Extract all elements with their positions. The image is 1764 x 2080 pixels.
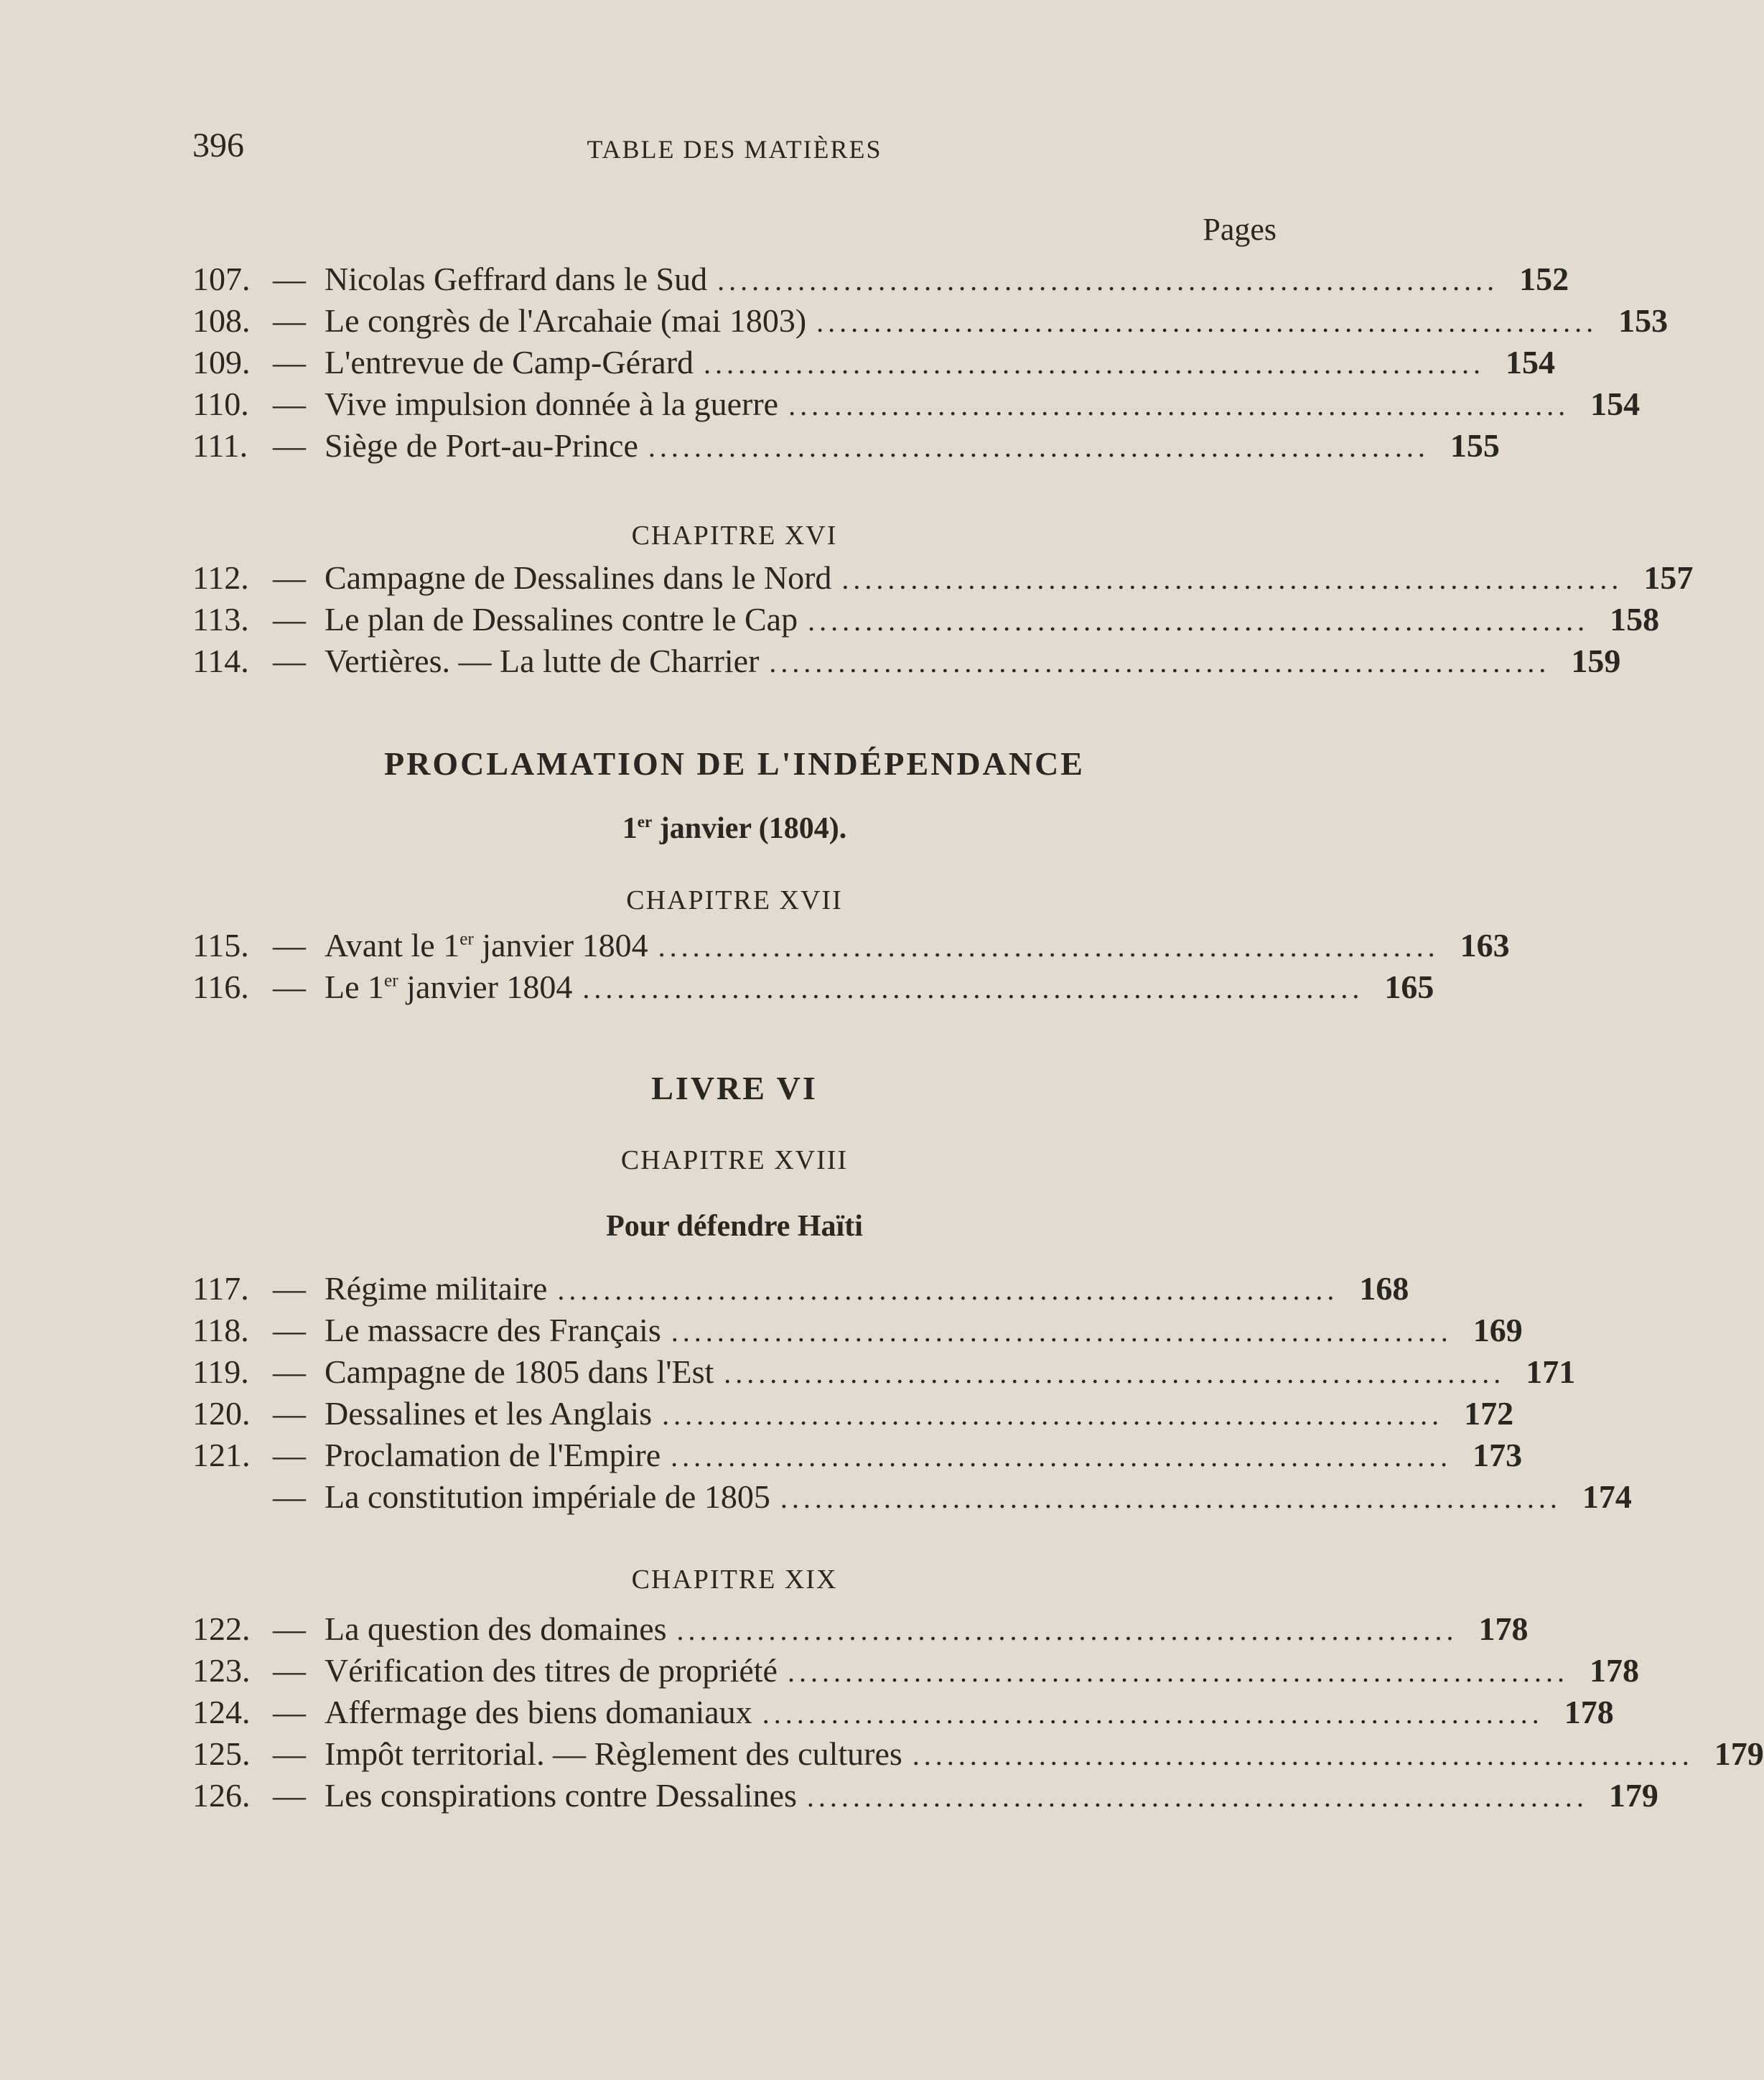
- entry-page: 179: [1608, 1777, 1658, 1814]
- date-ordinal: er: [637, 812, 653, 831]
- entry-dash: —: [273, 261, 306, 297]
- dot-leader: ....................................................................: [788, 389, 1570, 421]
- entry-title: Campagne de 1805 dans l'Est: [325, 1353, 714, 1390]
- entry-number: 124.: [192, 1694, 251, 1730]
- entry-title: [325, 966, 572, 1008]
- dot-leader: ....................................................................: [780, 1482, 1562, 1514]
- toc-entry: [192, 1393, 1514, 1435]
- entry-dash: —: [273, 927, 306, 964]
- entry-number: 119.: [192, 1353, 249, 1390]
- page-number: 396: [192, 126, 244, 164]
- entry-number: 118.: [192, 1312, 249, 1348]
- chapter-heading-xviii: CHAPITRE XVIII: [620, 1145, 849, 1175]
- toc-entry: [192, 1435, 1523, 1476]
- entry-dash: —: [273, 302, 306, 339]
- toc-entry: [192, 1268, 1409, 1310]
- entry-title: Dessalines et les Anglais: [325, 1395, 653, 1432]
- entry-dash: —: [273, 1437, 306, 1473]
- entry-title: Nicolas Geffrard dans le Sud: [325, 261, 708, 297]
- toc-entry: [192, 599, 1660, 640]
- dot-leader: ....................................................................: [724, 1357, 1506, 1389]
- entry-page: 169: [1473, 1312, 1523, 1348]
- entry-number: 109.: [192, 344, 251, 381]
- entry-title: Le congrès de l'Arcahaie (mai 1803): [325, 302, 807, 339]
- entry-title: La question des domaines: [325, 1610, 667, 1647]
- toc-entry: [192, 1775, 1658, 1816]
- entry-title: Proclamation de l'Empire: [325, 1437, 661, 1473]
- entry-title: Régime militaire: [325, 1270, 548, 1307]
- entry-page: 152: [1519, 261, 1569, 297]
- entry-title: Les conspirations contre Dessalines: [325, 1777, 797, 1814]
- entry-number: 126.: [192, 1777, 251, 1814]
- entry-title: [325, 925, 648, 966]
- entry-number: 125.: [192, 1735, 251, 1772]
- dot-leader: ....................................................................: [658, 931, 1439, 963]
- toc-entry: [192, 1310, 1523, 1351]
- proclamation-date: [192, 807, 1277, 850]
- entry-dash: —: [273, 1610, 306, 1647]
- entry-page: 157: [1643, 559, 1694, 596]
- entries-group-1: [192, 258, 1669, 467]
- entry-dash: —: [273, 1353, 306, 1390]
- dot-leader: ....................................................................: [648, 431, 1429, 463]
- entry-dash: —: [273, 344, 306, 381]
- entry-page: 154: [1506, 344, 1556, 381]
- dot-leader: ....................................................................: [912, 1739, 1694, 1771]
- entry-number: 120.: [192, 1395, 251, 1432]
- entry-dash: —: [273, 427, 306, 464]
- toc-entry: [192, 300, 1669, 342]
- entry-number: 122.: [192, 1610, 251, 1647]
- dot-leader: ....................................................................: [582, 972, 1364, 1004]
- chapter-subtitle: Pour défendre Haïti: [606, 1210, 863, 1243]
- entry-number: 112.: [192, 559, 249, 596]
- toc-entry: [192, 557, 1694, 599]
- entry-ordinal: er: [459, 928, 474, 949]
- entry-page: 178: [1478, 1610, 1529, 1647]
- entry-page: 173: [1473, 1437, 1523, 1473]
- dot-leader: ....................................................................: [717, 264, 1499, 297]
- entry-dash: —: [273, 1395, 306, 1432]
- toc-entry: [192, 383, 1641, 425]
- entry-dash: —: [273, 386, 306, 422]
- entry-number: 121.: [192, 1437, 251, 1473]
- entry-number: 115.: [192, 927, 249, 964]
- page-header: [192, 126, 1277, 169]
- pages-column-label: Pages: [1203, 212, 1277, 247]
- entry-title: Impôt territorial. — Règlement des cultures: [325, 1735, 902, 1772]
- toc-entry: [192, 966, 1434, 1008]
- entry-dash: —: [273, 601, 306, 638]
- entries-group-2: [192, 557, 1694, 682]
- chapter-heading-xvii: CHAPITRE XVII: [626, 885, 843, 915]
- entry-number: 117.: [192, 1270, 249, 1307]
- dot-leader: ....................................................................: [806, 1781, 1588, 1813]
- entry-title-end: janvier 1804: [473, 927, 648, 964]
- entry-dash: —: [273, 559, 306, 596]
- entry-title: Vertières. — La lutte de Charrier: [325, 643, 760, 679]
- dot-leader: ....................................................................: [671, 1440, 1452, 1473]
- entry-title: La constitution impériale de 1805: [325, 1478, 770, 1515]
- entry-title: L'entrevue de Camp-Gérard: [325, 344, 694, 381]
- entry-page: 171: [1526, 1353, 1576, 1390]
- entries-group-4: [192, 1268, 1632, 1518]
- toc-entry: [192, 1692, 1614, 1733]
- entry-title: Vérification des titres de propriété: [325, 1652, 778, 1689]
- toc-entry: [192, 1733, 1764, 1775]
- dot-leader: ....................................................................: [816, 306, 1598, 338]
- entry-dash: —: [273, 643, 306, 679]
- dot-leader: ....................................................................: [662, 1399, 1444, 1431]
- entry-title: Le plan de Dessalines contre le Cap: [325, 601, 798, 638]
- entry-dash: —: [273, 1478, 306, 1515]
- entry-number: 110.: [192, 386, 249, 422]
- date-rest: janvier (1804).: [652, 812, 847, 845]
- toc-entry: [192, 1476, 1632, 1518]
- entry-dash: —: [273, 1312, 306, 1348]
- dot-leader: ....................................................................: [704, 348, 1485, 380]
- entry-number: 108.: [192, 302, 251, 339]
- entry-title-start: Le 1: [325, 969, 385, 1005]
- entry-page: 155: [1450, 427, 1500, 464]
- running-title: TABLE DES MATIÈRES: [587, 135, 882, 164]
- entry-page: 178: [1564, 1694, 1614, 1730]
- dot-leader: ....................................................................: [808, 605, 1590, 637]
- entry-number: 107.: [192, 261, 251, 297]
- dot-leader: ....................................................................: [762, 1697, 1544, 1730]
- entry-page: 168: [1359, 1270, 1409, 1307]
- dot-leader: ....................................................................: [787, 1656, 1569, 1688]
- entry-title-start: Avant le 1: [325, 927, 460, 964]
- entry-page: 153: [1618, 302, 1669, 339]
- entry-page: 179: [1714, 1735, 1764, 1772]
- dot-leader: ....................................................................: [841, 563, 1623, 595]
- entry-title: Vive impulsion donnée à la guerre: [325, 386, 779, 422]
- dot-leader: ....................................................................: [769, 646, 1551, 678]
- entries-group-3: [192, 925, 1510, 1008]
- entry-page: 174: [1582, 1478, 1632, 1515]
- entry-dash: —: [273, 1270, 306, 1307]
- entry-page: 159: [1571, 643, 1621, 679]
- entry-dash: —: [273, 969, 306, 1005]
- entry-ordinal: er: [384, 970, 398, 991]
- dot-leader: ....................................................................: [557, 1274, 1339, 1306]
- entry-dash: —: [273, 1652, 306, 1689]
- toc-entry: [192, 258, 1569, 300]
- toc-entry: [192, 1608, 1529, 1650]
- chapter-heading-xix: CHAPITRE XIX: [631, 1564, 838, 1595]
- entry-title: Affermage des biens domaniaux: [325, 1694, 752, 1730]
- entry-page: 154: [1590, 386, 1641, 422]
- entries-group-5: [192, 1608, 1764, 1816]
- toc-entry: [192, 425, 1500, 467]
- toc-entry: [192, 342, 1556, 383]
- entry-page: 178: [1589, 1652, 1639, 1689]
- toc-entry: [192, 640, 1621, 682]
- entry-dash: —: [273, 1735, 306, 1772]
- entry-page: 163: [1460, 927, 1510, 964]
- entry-title: Siège de Port-au-Prince: [325, 427, 638, 464]
- entry-dash: —: [273, 1694, 306, 1730]
- toc-entry: [192, 1351, 1576, 1393]
- dot-leader: ....................................................................: [671, 1315, 1452, 1348]
- entry-dash: —: [273, 1777, 306, 1814]
- entry-page: 165: [1384, 969, 1434, 1005]
- entry-page: 172: [1464, 1395, 1514, 1432]
- entry-title-end: janvier 1804: [398, 969, 573, 1005]
- part-heading-proclamation: PROCLAMATION DE L'INDÉPENDANCE: [384, 745, 1085, 782]
- dot-leader: ....................................................................: [676, 1614, 1458, 1646]
- entry-title: Campagne de Dessalines dans le Nord: [325, 559, 832, 596]
- entry-number: 111.: [192, 427, 248, 464]
- entry-title: Le massacre des Français: [325, 1312, 661, 1348]
- chapter-heading-xvi: CHAPITRE XVI: [631, 521, 838, 551]
- entry-number: 123.: [192, 1652, 251, 1689]
- toc-entry: [192, 925, 1510, 966]
- entry-number: 113.: [192, 601, 249, 638]
- entry-number: 114.: [192, 643, 249, 679]
- entry-number: 116.: [192, 969, 249, 1005]
- date-day: 1: [622, 812, 638, 845]
- entry-page: 158: [1610, 601, 1660, 638]
- toc-entry: [192, 1650, 1639, 1692]
- part-heading-livre-vi: LIVRE VI: [651, 1070, 818, 1106]
- table-of-contents: [192, 208, 1764, 1816]
